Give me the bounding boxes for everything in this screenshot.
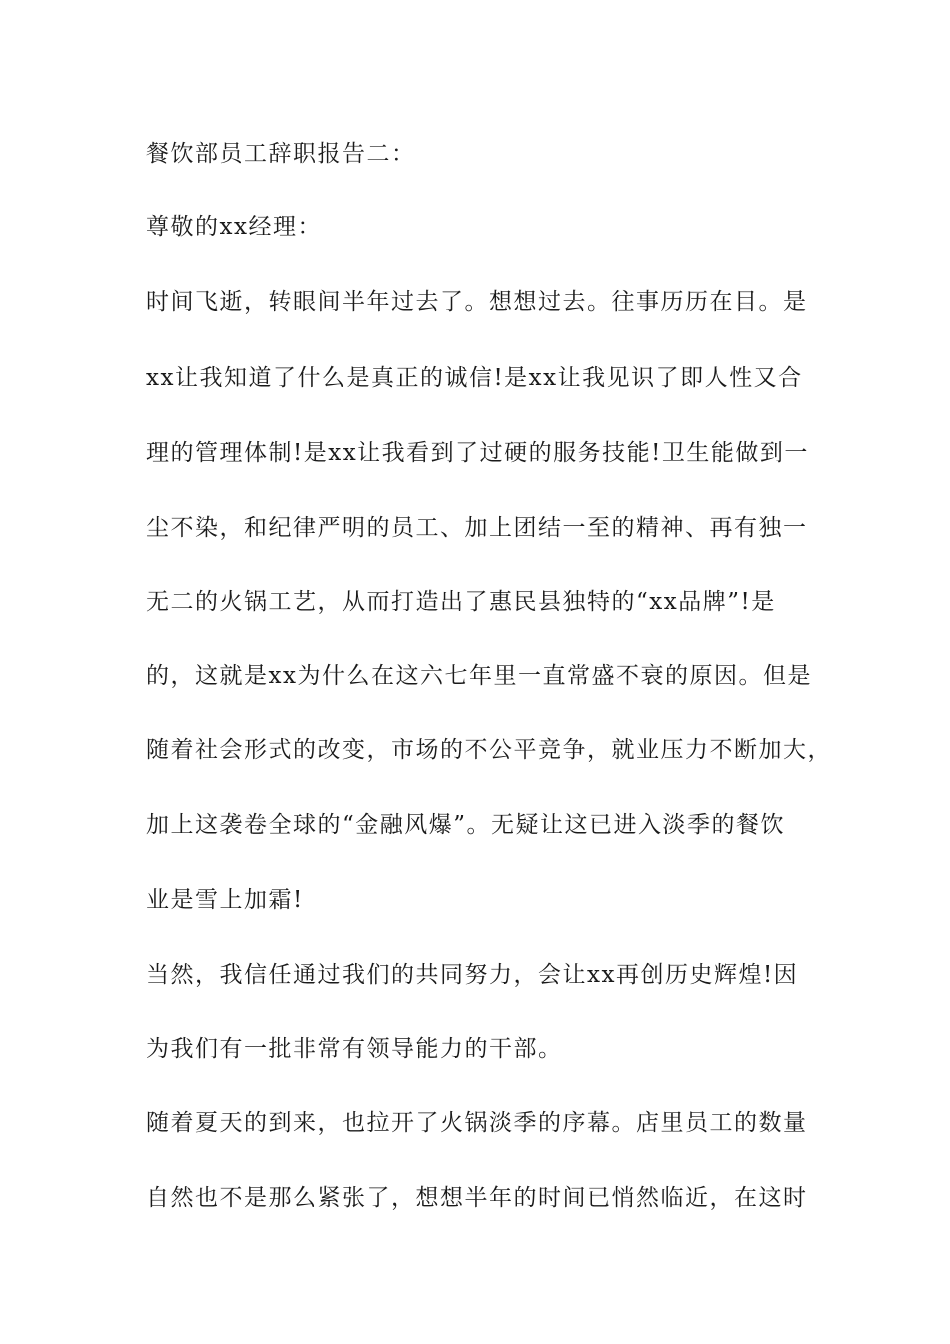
- body-line: 自然也不是那么紧张了，想想半年的时间已悄然临近，在这时: [146, 1185, 808, 1211]
- body-line: 业是雪上加霜!: [146, 887, 304, 913]
- body-line: 的，这就是xx为什么在这六七年里一直常盛不衰的原因。但是: [146, 663, 812, 689]
- body-line: 随着夏天的到来，也拉开了火锅淡季的序幕。店里员工的数量: [146, 1110, 808, 1136]
- body-line: 随着社会形式的改变，市场的不公平竞争，就业压力不断加大，: [146, 737, 832, 763]
- salutation: 尊敬的xx经理：: [146, 214, 322, 240]
- body-line: 理的管理体制!是xx让我看到了过硬的服务技能!卫生能做到一: [146, 440, 809, 466]
- document-title: 餐饮部员工辞职报告二：: [146, 141, 416, 167]
- body-line: xx让我知道了什么是真正的诚信!是xx让我见识了即人性又合: [146, 365, 803, 391]
- body-line: 加上这袭卷全球的“金融风爆”。无疑让这已进入淡季的餐饮: [146, 812, 786, 838]
- body-line: 无二的火锅工艺，从而打造出了惠民县独特的“xx品牌”!是: [146, 589, 776, 615]
- body-line: 尘不染，和纪律严明的员工、加上团结一至的精神、再有独一: [146, 515, 808, 541]
- body-line: 为我们有一批非常有领导能力的干部。: [146, 1036, 563, 1062]
- body-line: 时间飞逝，转眼间半年过去了。想想过去。往事历历在目。是: [146, 289, 808, 315]
- body-line: 当然，我信任通过我们的共同努力，会让xx再创历史辉煌!因: [146, 962, 799, 988]
